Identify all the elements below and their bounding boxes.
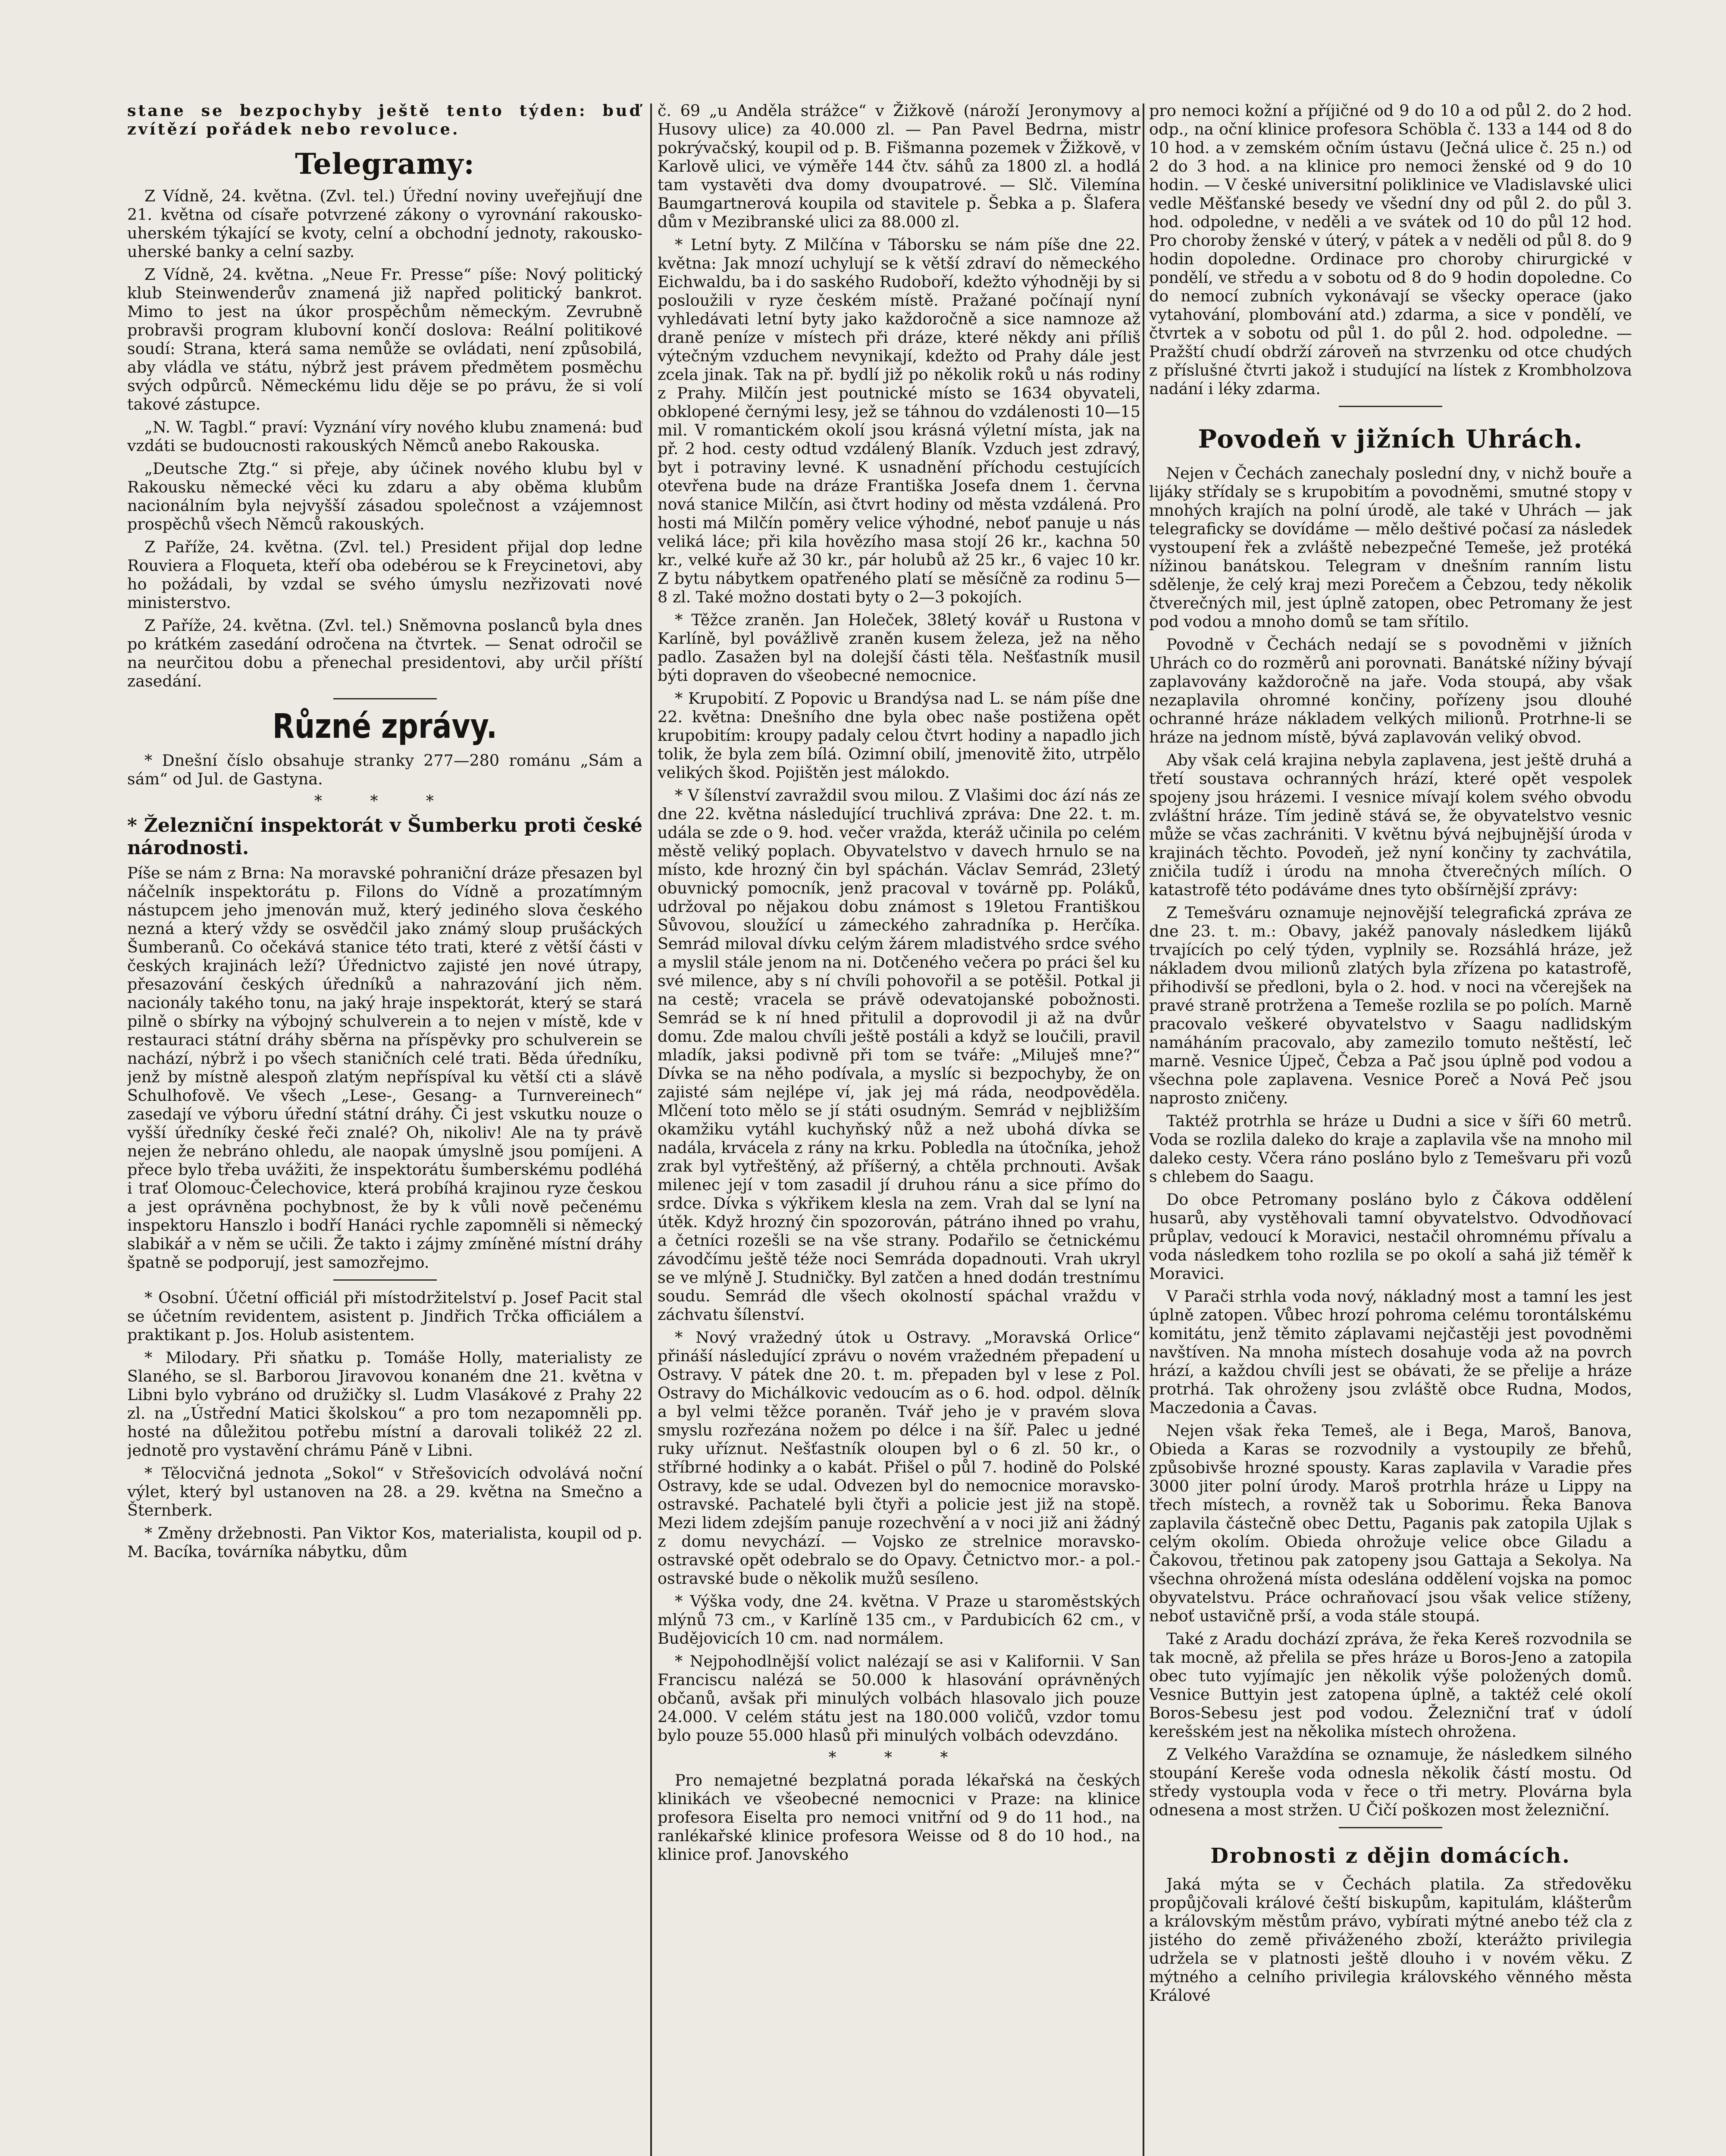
news-item: * Změny držebnosti. Pan Viktor Kos, materialista, koupil od p. M. Bacíka, továrníka nábytku, dům	[127, 1524, 642, 1561]
news-item: č. 69 „u Anděla strážce“ v Žižkově (nároží Jeronymovy a Husovy ulice) za 40.000 zl. — Pan Pavel Bedrna, mistr pokrývačský, koupil od p. B. Fišmanna pozemek v Žižkově, v Karlově ulici, ve výměře 144 čtv. sáhů za 1800 zl. a hodlá tam vystavěti dva domy dvoupatrové. — Slč. Vilemína Baumgartnerová koupila od stavitele p. Šebka a p. Šlafera dům v Mezibranské ulici za 88.000 zl.	[658, 101, 1140, 231]
news-item: * Těžce zraněn. Jan Holeček, 38letý kovář u Rustona v Karlíně, byl povážlivě zraněn kusem železa, jež na něho padlo. Zasažen byl na dolejší části těla. Nešťastník musil býti dopraven do všeobecné nemocnice.	[658, 611, 1140, 685]
news-item: * Dnešní číslo obsahuje stranky 277—280 románu „Sám a sám“ od Jul. de Gastyna.	[127, 751, 642, 788]
section-divider	[1339, 1827, 1442, 1828]
section-heading-drobnosti: Drobnosti z dějin domácích.	[1210, 1844, 1571, 1868]
news-item: Taktéž protrhla se hráze u Dudni a sice v šíři 60 metrů. Voda se rozlila daleko do kraje a zaplavila vše na mnoho mil daleko cesty. Včera ráno posláno bylo z Temešvaru při vozů s chlebem do Saagu.	[1149, 1112, 1632, 1186]
news-item: * Milodary. Při sňatku p. Tomáše Holly, materialisty ze Slaného, se sl. Barborou Jiravovou konaném dne 21. května v Libni bylo vybráno od družičky sl. Ludm Vlasákové z Prahy 22 zl. na „Ústřední Matici školskou“ a pro tom nezapomněli pp. hosté na důležitou potřebu místní a darovali tolikéž 22 zl. jednotě pro vystavění chrámu Páně v Libni.	[127, 1348, 642, 1460]
news-item: Nejen v Čechách zanechaly poslední dny, v nichž bouře a lijáky střídaly se s krupobitím a povodněmi, smutné stopy v mnohých krajích na polní úrodě, ale také v Uhrách — jak telegraficky se dovídáme — mělo deštivé počasí za následek vystoupení řek a zvláště nebezpečné Temeše, jež protéká nížinou banátskou. Telegram v dnešním ranním listu sdělenje, že celý kraj mezi Porečem a Čebzou, tedy několik čtverečných mil, jest úplně zatopen, obec Petromany že jest pod vodou a mnoho domů se tam sřítilo.	[1149, 464, 1632, 631]
news-item: * Tělocvičná jednota „Sokol“ v Střešovicích odvolává noční výlet, který byl ustanoven na 28. a 29. května na Smečno a Šternberk.	[127, 1464, 642, 1520]
column-rule	[1143, 103, 1144, 2156]
telegram-item: Z Vídně, 24. května. (Zvl. tel.) Úřední noviny uveřejňují dne 21. května od císaře potvrzené zákony o vyrovnání rakousko-uherském týkající se kvoty, celní a obchodní jednoty, rakousko-uherské banky a celní sazby.	[127, 187, 642, 261]
section-divider	[1339, 406, 1442, 407]
news-item: Aby však celá krajina nebyla zaplavena, jest ještě druhá a třetí soustava ochranných hrází, které opět vespolek spojeny jsou hrázemi. I vesnice mívají kolem svého obvodu zvláštní hráze. Tím jedině stává se, že obyvatelstvo vesnic může se včas zachrániti. V květnu bývá nejbujnější úroda v krajinách těchto. Povodeň, jež nyní končiny ty zachvátila, zničila tudíž i úrodu na mnoha čtverečných mílích. O katastrofě této podáváme dnes tyto obšírnější zprávy:	[1149, 751, 1632, 899]
news-headline: * Železniční inspektorát v Šumberku proti české národnosti.	[127, 815, 642, 859]
section-heading-telegramy: Telegramy:	[295, 147, 475, 181]
news-item: * Letní byty. Z Milčína v Táborsku se nám píše dne 22. května: Jak mnozí uchylují se k větší zdraví do německého Eichwaldu, ba i do saského Rudoboří, kdežto výhodněji by si posloužili v ryze českém místě. Pražané počínají nyní vyhledávati letní byty jako každoročně a sice namnoze až draně peníze v místech při dráze, které někdy ani příliš výtečným vzduchem nevynikají, kdežto od Prahy dále jest zcela jinak. Tak na př. bydlí již po několik roků u nás rodiny z Prahy. Milčín jest poutnické místo se 1634 obyvateli, obklopené černými lesy, jež se táhnou do vzdálenosti 10—15 mil. V romantickém okolí jsou krásná výletní místa, jak na př. 2 hod. cesty odtud vzdálený Blaník. Vzduch jest zdravý, byt i potraviny levné. K usnadnění příchodu cestujících otevřena bude na dráze Františka Josefa dnem 1. června nová stanice Milčín, asi čtvrt hodiny od města vzdálená. Pro hosti má Milčín poměry velice výhodné, neboť panuje u nás veliká láce; při kila hovězího masa stojí 26 kr., kachna 50 kr., velké kuře až 30 kr., pár holubů až 25 kr., 6 vajec 10 kr. Z bytu nábytkem opatřeného platí se měsíčně za rodinu 5—8 zl. Také možno dostati byty o 2—3 pokojích.	[658, 235, 1140, 606]
news-item: Píše se nám z Brna: Na moravské pohraniční dráze přesazen byl náčelník inspektorátu p. Filons do Vídně a prozatímným nástupcem jeho jmenován muž, který jediného slova českého nezná a který vždy se osvědčil jako známý sloup prušáckých Šumberanů. Co očekává stanice této trati, které z větší části v českých krajinách leží? Úřednictvo zajisté jen nové útrapy, přesazování českých úředníků a nahrazování jich něm. nacionály takého tonu, na jaký hraje inspektorát, který se stará pilně o sbírky na výbojný schulverein a to nejen v místě, kde v restauraci státní dráhy sběrna na příspěvky pro schulverein se nachází, nýbrž i po všech staničních celé trati. Běda úředníku, jenž by místně alespoň zlatým nepříspíval ku větší cti a slávě Schulhofově. Ve všech „Lese-, Gesang- a Turnvereinech“ zasedají ve výboru úřední státní dráhy. Či jest vskutku nouze o vyšší úředníky české řeči znalé? Oh, nikoliv! Ale na ty právě nejen že nebráno ohledu, ale naopak úmyslně jsou pomíjeni. A přece bylo třeba uvážiti, že inspektorátu šumberskému podléhá i trať Olomouc-Čelechovice, která probíhá krajinou ryze českou a jest oprávněna pochybnost, že by k vůli nově pečenému inspektoru Hanszlo i bodří Hanáci rychle zapomněli si německý slabikář a v něm se učili. Že takto i zájmy zmíněné místní dráhy špatně se podporují, jest samozřejmo.	[127, 864, 642, 1272]
news-item: Pro nemajetné bezplatná porada lékařská na českých klinikách ve všeobecné nemocnici v Praze: na klinice profesora Eiselta pro nemoci vnitřní od 9 do 11 hod., na ranlékařské klinice profesora Weisse od 8 do 10 hod., na klinice prof. Janovského	[658, 1771, 1140, 1864]
column-right	[1149, 101, 1632, 2156]
telegram-item: „N. W. Tagbl.“ praví: Vyznání víry nového klubu znamená: buď vzdáti se budoucnosti rakouských Němců anebo Rakouska.	[127, 418, 642, 455]
column-rule	[650, 103, 652, 2156]
news-item: * Nejpohodlnější volict nalézají se asi v Kalifornii. V San Franciscu nalézá se 50.000 k hlasování oprávněných občanů, avšak při minulých volbách hlasovalo jich pouze 24.000. V celém státu jest na 180.000 voličů, vzdor tomu bylo pouze 55.000 hlasů při minulých volbách odevzdáno.	[658, 1652, 1140, 1745]
news-item: Z Temešváru oznamuje nejnovější telegrafická zpráva ze dne 23. t. m.: Obavy, jakéž panovaly následkem lijáků trvajících po celý týden, vyplnily se. Rozsáhlá hráze, jež nákladem dvou milionů zlatých byla zřízena po katastrofě, přihodivší se předloni, byla o 2. hod. v noci na včerejšek na pravé straně protržena a Temeše rozlila se po polích. Marně pracovalo veškeré obyvatelstvo v Saagu nadlidským namáháním pracovalo, aby zamezilo tomuto neštěstí, leč marně. Vesnice Újpeč, Čebza a Pač jsou úplně pod vodou a všechna pole zaplavena. Vesnice Poreč a Nová Peč jsou naprosto zničeny.	[1149, 903, 1632, 1107]
section-heading-povoden: Povodeň v jižních Uhrách.	[1198, 424, 1583, 454]
separator-stars: * * *	[314, 793, 455, 810]
news-item: Nejen však řeka Temeš, ale i Bega, Maroš, Banova, Obieda a Karas se rozvodnily a vystoupily ze břehů, způsobivše hrozné spousty. Karas zaplavila v Varadie přes 3000 jiter polní úrody. Maroš protrhla hráze u Lippy na třech místech, a rovněž tak u Soborimu. Řeka Banova zaplavila částečně obec Dettu, Paganis pak zatopila Ujlak s celým okolím. Obieda ohrožuje velice obce Giladu a Čakovou, třetinou pak zatopeny jsou Gattaja a Sekolya. Na všechna ohrožená místa odeslána oddělení vojska na pomoc obyvatelstvu. Práce ochraňovací jsou však velice stíženy, neboť ustavičně prší, a voda stále stoupá.	[1149, 1421, 1632, 1625]
intro-paragraph: stane se bezpochyby ještě tento týden: buď zvítězí pořádek nebo revoluce.	[127, 101, 642, 138]
separator-stars: * * *	[828, 1749, 970, 1767]
telegram-item: Z Paříže, 24. května. (Zvl. tel.) President přijal dop ledne Rouviera a Floqueta, kteří oba odebérou se k Freycinetovi, aby ho požádali, by vzdal se svého úmyslu nezřizovati nové ministerstvo.	[127, 538, 642, 612]
news-item: * Osobní. Účetní officiál při místodržitelství p. Josef Pacit stal se účetním revidentem, asistent p. Jindřich Trčka officiálem a praktikant p. Jos. Holub asistentem.	[127, 1288, 642, 1344]
telegram-item: „Deutsche Ztg.“ si přeje, aby účinek nového klubu byl v Rakousku německé věci ku zdaru a aby oběma klubům nacionálním byla nejvyšší zásadou společnost a vzájemnost prospěchů všech Němců rakouských.	[127, 459, 642, 533]
section-heading-ruzne-zpravy: Různé zprávy.	[272, 707, 498, 746]
telegram-item: Z Vídně, 24. května. „Neue Fr. Presse“ píše: Nový politický klub Steinwenderův znamená již napřed politický bankrot. Mimo to jest na úkor prospěchům německým. Zevrubně probravši program klubovní končí doslova: Reální politikové soudí: Strana, která sama nemůže se ovládati, není způsobilá, aby vládla ve státu, nýbrž jest právem předmětem posměchu svých odpůrců. Německému lidu děje se po právu, že si volí takové zástupce.	[127, 265, 642, 414]
news-item: Jaká mýta se v Čechách platila. Za středověku propůjčovali králové čeští biskupům, kapitulám, klášterům a královským městům právo, vybírati mýtné anebo též cla z jistého do země přiváženého zboží, kterážto privilegia udržela se v platnosti ještě dlouho i v novém věku. Z mýtného a celního privilegia královského věnného města Králové	[1149, 1875, 1632, 2005]
news-item: V Parači strhla voda nový, nákladný most a tamní les jest úplně zatopen. Vůbec hrozí pohroma celému torontálskému komitátu, jenž těmito záplavami nejčastěji jest povodněmi navštíven. Na mnoha místech dosahuje voda až na povrch hrází, a každou chvíli jest se obávati, že se přelije a hráze protrhá. Tak ohroženy jsou zvláště obce Rudna, Modos, Maczedonia a Čavas.	[1149, 1287, 1632, 1417]
news-item: Z Velkého Varaždína se oznamuje, že následkem silného stoupání Kereše voda odnesla několik částí mostu. Od středy vystoupla voda v řece o tři metry. Plovárna byla odnesena a most stržen. U Čičí poškozen most železniční.	[1149, 1745, 1632, 1819]
section-divider	[333, 1279, 437, 1281]
news-item: * Výška vody, dne 24. května. V Praze u staroměstských mlýnů 73 cm., v Karlíně 135 cm., v Pardubicích 62 cm., v Budějovicích 10 cm. nad normálem.	[658, 1592, 1140, 1648]
news-item: Také z Aradu dochází zpráva, že řeka Kereš rozvodnila se tak mocně, až přelila se přes hráze u Boros-Jeno a zatopila obec tuto vyjímajíc jen několik výše položených domů. Vesnice Buttyin jest zatopena úplně, a taktéž celé okolí Boros-Sebesu jest pod vodou. Železniční trať v údolí kerešském jest na několika místech ohrožena.	[1149, 1630, 1632, 1741]
news-item: * Krupobití. Z Popovic u Brandýsa nad L. se nám píše dne 22. května: Dnešního dne byla obec naše postižena opět krupobitím: kroupy padaly celou čtvrt hodiny a napadlo jich tolik, že byla zem bílá. Ozimní obilí, jmenovitě žito, utrpělo velikých škod. Pojištěn jest málokdo.	[658, 689, 1140, 782]
column-left	[127, 101, 642, 2156]
news-item: * Nový vražedný útok u Ostravy. „Moravská Orlice“ přináší následující zprávu o novém vražedném přepadení u Ostravy. V pátek dne 20. t. m. přepaden byl v lese z Pol. Ostravy do Michálkovic vedoucím as o 6. hod. odpol. dělník a byl velmi těžce poraněn. Tvář jeho je v pravém slova smyslu rozřezána nožem po délce i na šíř. Palec u jedné ruky uříznut. Nešťastník oloupen byl o 6 zl. 50 kr., o stříbrné hodinky a o kabát. Přišel o půl 7. hodině do Polské Ostravy, kde se udal. Odvezen byl do nemocnice moravsko-ostravské. Pachatelé byli čtyři a policie jest již na stopě. Mezi lidem zdejším panuje rozechvění a v noci již ani žádný z domu nevychází. — Vojsko ze strelnice moravsko-ostravské opět odebralo se do Opavy. Četnictvo mor.- a pol.-ostravské bude o několik mužů sesíleno.	[658, 1328, 1140, 1588]
news-item: Do obce Petromany posláno bylo z Čákova oddělení husarů, aby vystěhovali tamní obyvatelstvo. Odvodňovací průplav, vedoucí k Moravici, nestačil ohromnému přívalu a voda následkem toho rozlila se po okolí a sahá již téměř k Moravici.	[1149, 1190, 1632, 1283]
telegram-item: Z Paříže, 24. května. (Zvl. tel.) Sněmovna poslanců byla dnes po krátkém zasedání odročena na čtvrtek. — Senat odročil se na neurčitou dobu a přenechal presidentovi, aby určil příští zasedání.	[127, 616, 642, 690]
news-item: Povodně v Čechách nedají se s povodněmi v jižních Uhrách co do rozměrů ani porovnati. Banátské nížiny bývají zaplavovány každoročně na jaře. Voda stoupá, aby však nezaplavila ohromné končiny, pořízeny jsou dlouhé ochranné hráze nákladem velkých milionů. Protrhne-li se hráze na jednom místě, bývá zaplavován veliký obvod.	[1149, 635, 1632, 746]
news-item: pro nemoci kožní a příjičné od 9 do 10 a od půl 2. do 2 hod. odp., na oční klinice profesora Schöbla č. 133 a 144 od 8 do 10 hod. a v zemském očním ústavu (Ječná ulice č. 25 n.) od 2 do 3 hod. a na klinice pro nemoci ženské od 9 do 10 hodin. — V české universitní poliklinice ve Vladislavské ulici vedle Měšťanské besedy ve všední dny od půl 2. do půl 3. hod. odpoledne, v neděli a ve svátek od 10 do půl 12 hod. Pro choroby ženské v úterý, v pátek a v neděli od půl 8. do 9 hodin dopoledne. Ordinace pro choroby chirurgické v pondělí, ve středu a v sobotu od 8 do 9 hodin dopoledne. Co do nemocí zubních vykonávají se všecky operace (jako vytahování, plombování atd.) zdarma, a sice v pondělí, ve čtvrtek a v sobotu od půl 1. do půl 2. hod. odpoledne. — Pražští chudí obdrží zároveň na stvrzenku od otce chudých z příslušné čtvrti jakož i studující na lístek z Krombholzova nadání i léky zdarma.	[1149, 101, 1632, 398]
column-middle	[658, 101, 1140, 2156]
news-item: * V šílenství zavraždil svou milou. Z Vlašimi doc ází nás ze dne 22. května následující truchlivá zpráva: Dne 22. t. m. udála se zde o 9. hod. večer vražda, kteráž učinila po celém městě veliký poplach. Obyvatelstvo v davech hrnulo se na místo, kde hrozný čin byl spáchán. Václav Semrád, 23letý obuvnický pomocník, jenž pracoval v továrně pp. Poláků, udržoval po nějakou dobu známost s 19letou Františkou Sůvovou, sloužící u zámeckého zahradníka p. Herčíka. Semrád miloval dívku celým žárem mladistvého srdce svého a myslil stále jenom na ni. Dotčeného večera po práci šel ku své milence, aby s ní chvíli pohovořil a se potěšil. Potkal ji na cestě; vracela se právě odevatojanské pobožnosti. Semrád se k ní hned přitulil a doprovodil ji až na dvůr domu. Zde malou chvíli ještě postáli a když se loučili, pravil mladík, jaksi podivně při tom se tváře: „Miluješ mne?“ Dívka se na něho podívala, a myslíc si bezpochyby, že on zajisté sám nejlépe ví, jak jej má ráda, neodpověděla. Mlčení toto mělo se jí státi osudným. Semrád v nejbližším okamžiku vytáhl kuchyňský nůž a než ubohá dívka se nadála, krvácela z rány na krku. Pobledla na útočníka, jehož zrak byl vytřeštěný, až příšerný, a chtěla prchnouti. Avšak milenec její v tom zasadil jí druhou ránu a sice přímo do srdce. Dívka s výkřikem klesla na zem. Vrah dal se lyní na útěk. Když hrozný čin spozorován, pátráno ihned po vrahu, a četníci rozešli se na vše strany. Podařilo se četnickému závodčímu ještě téže noci Semráda dopadnouti. Vrah ukryl se ve mlýně J. Studničky. Byl zatčen a hned dodán trestnímu soudu. Semrád dle všech okolností spáchal vraždu v záchvatu šílenství.	[658, 786, 1140, 1324]
section-divider	[333, 698, 437, 699]
